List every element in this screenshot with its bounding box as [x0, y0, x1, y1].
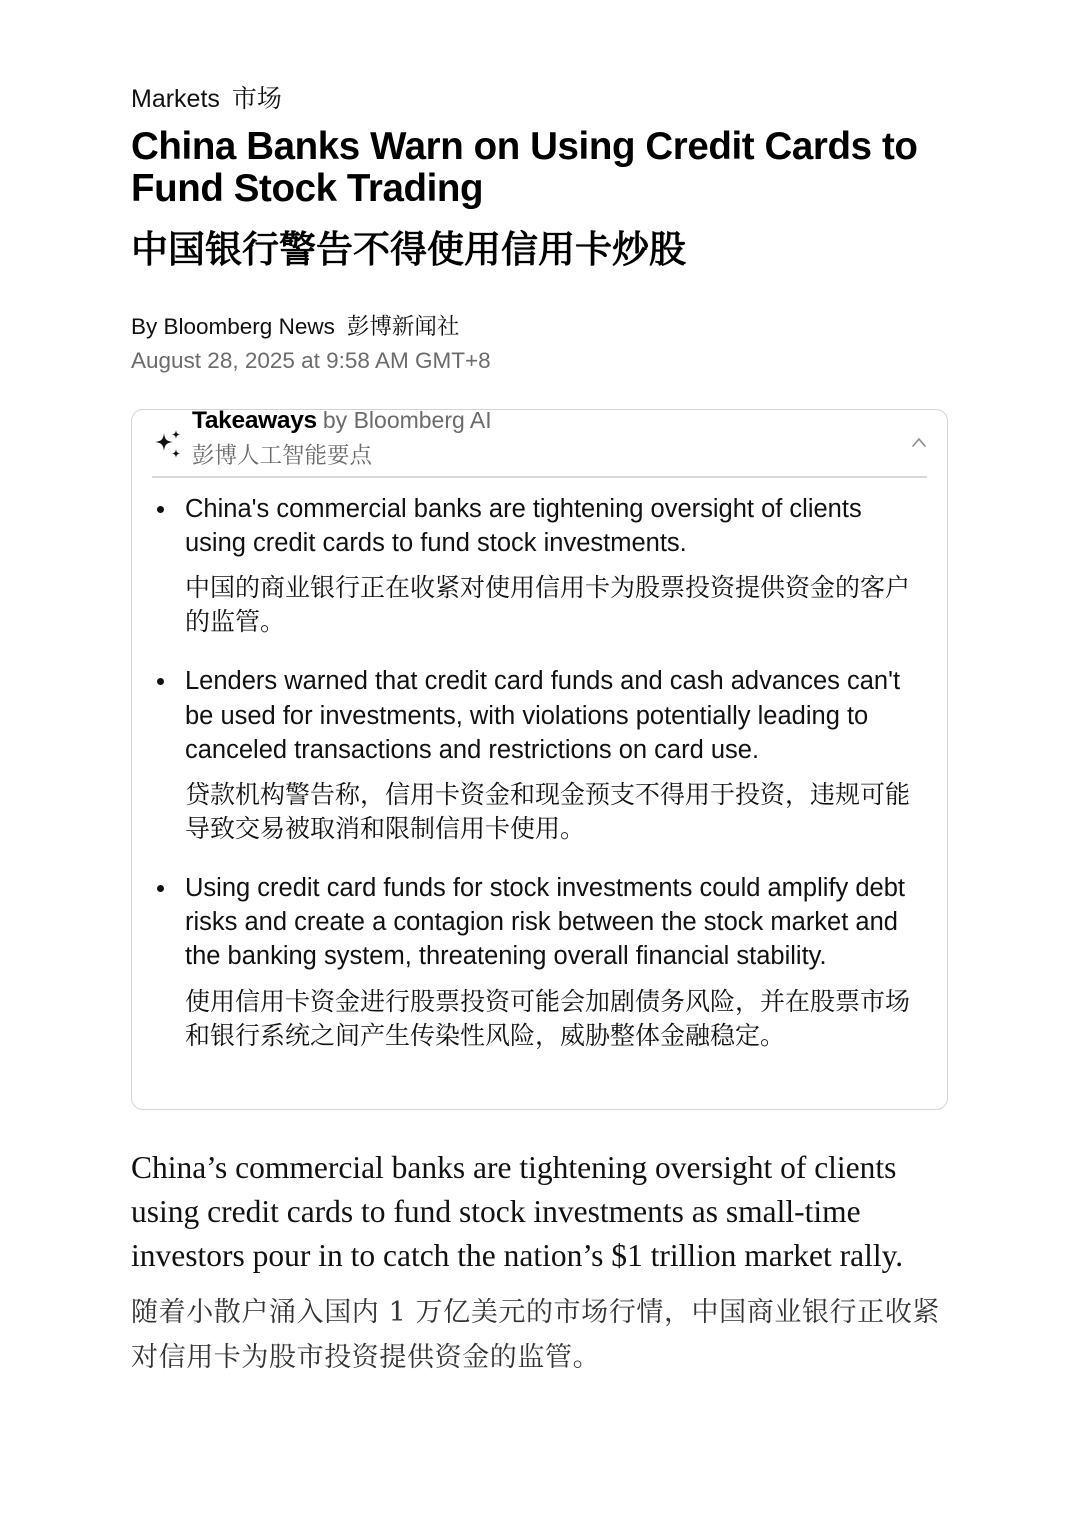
list-item: [132, 492, 947, 639]
takeaways-attribution: by Bloomberg AI: [322, 409, 492, 433]
takeaways-header[interactable]: [132, 410, 947, 478]
takeaway-zh: 贷款机构警告称，信用卡资金和现金预支不得用于投资，违规可能导致交易被取消和限制信用卡使用。: [185, 781, 911, 844]
byline: [131, 312, 459, 342]
takeaways-panel: [131, 409, 948, 1110]
takeaway-en: Lenders warned that credit card funds and cash advances can't be used for investments, with violations potentially leading to canceled transactions and restrictions on card use.: [185, 667, 901, 764]
bullet-dot: [157, 885, 164, 892]
takeaways-list: [132, 492, 947, 1053]
list-item: [132, 664, 947, 846]
list-item: [132, 871, 947, 1053]
category-label-zh: 市场: [231, 85, 282, 113]
takeaways-title-strong: Takeaways: [192, 409, 317, 434]
bullet-dot: [157, 506, 164, 513]
takeaway-en: Using credit card funds for stock investments could amplify debt risks and create a contagion risk between the stock market and the banking system, threatening overall financial stability.: [185, 874, 905, 971]
takeaways-divider: [152, 476, 927, 478]
takeaway-zh: 中国的商业银行正在收紧对使用信用卡为股票投资提供资金的客户的监管。: [185, 574, 911, 637]
publish-date: August 28, 2025 at 9:58 AM GMT+8: [131, 348, 491, 373]
takeaways-subtitle-zh: 彭博人工智能要点: [192, 443, 373, 468]
sparkle-icon: [152, 429, 184, 461]
byline-en[interactable]: By Bloomberg News: [131, 314, 335, 339]
headline-zh: 中国银行警告不得使用信用卡炒股: [131, 229, 686, 270]
takeaways-title: [192, 409, 492, 437]
takeaway-en: China's commercial banks are tightening oversight of clients using credit cards to fund stock investments.: [185, 495, 862, 558]
article-lead-zh: 随着小散户涌入国内 1 万亿美元的市场行情，中国商业银行正收紧对信用卡为股市投资提供资金的监管。: [131, 1297, 940, 1373]
takeaway-zh: 使用信用卡资金进行股票投资可能会加剧债务风险，并在股票市场和银行系统之间产生传染性风险，威胁整体金融稳定。: [185, 987, 911, 1050]
article-lead-en: China’s commercial banks are tightening oversight of clients using credit cards to fund stock investments as small-time investors pour in to catch the nation’s $1 trillion market rally.: [131, 1150, 904, 1274]
category-label-en: Markets: [131, 85, 220, 113]
category-label[interactable]: [131, 82, 282, 116]
bullet-dot: [157, 678, 164, 685]
headline-en: China Banks Warn on Using Credit Cards to Fund Stock Trading: [131, 125, 918, 210]
chevron-up-icon[interactable]: [911, 436, 927, 448]
byline-zh: 彭博新闻社: [346, 314, 460, 339]
